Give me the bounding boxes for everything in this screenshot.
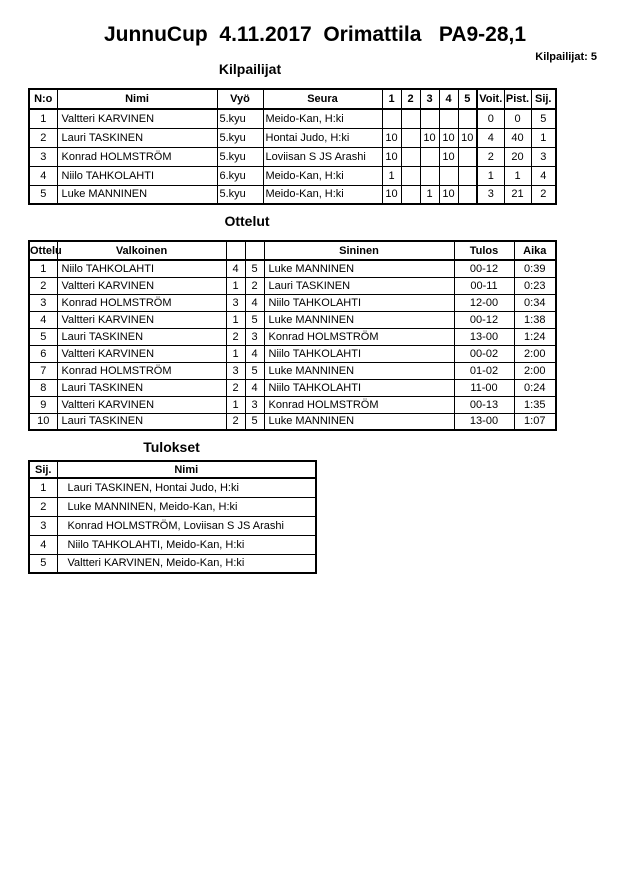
cell-round-1: 10	[382, 128, 401, 147]
cell-tulos: 13-00	[454, 413, 514, 430]
cell-pist: 20	[504, 147, 531, 166]
col-header-nimi: Nimi	[57, 461, 316, 478]
cell-aika: 1:35	[514, 396, 556, 413]
cell-white-number: 1	[226, 396, 245, 413]
cell-sininen: Luke MANNINEN	[264, 260, 454, 277]
cell-tulos: 11-00	[454, 379, 514, 396]
col-header-seura: Seura	[263, 89, 382, 109]
page-title: JunnuCup 4.11.2017 Orimattila PA9-28,1	[103, 23, 527, 46]
cell-nimi: Valtteri KARVINEN	[57, 109, 217, 128]
cell-round-2	[401, 166, 420, 185]
cell-nimi: Luke MANNINEN, Meido-Kan, H:ki	[57, 497, 316, 516]
cell-round-1: 10	[382, 185, 401, 204]
cell-pist: 40	[504, 128, 531, 147]
cell-valkoinen: Lauri TASKINEN	[57, 379, 226, 396]
cell-sij: 2	[531, 185, 556, 204]
cell-blue-number: 5	[245, 413, 264, 430]
cell-valkoinen: Valtteri KARVINEN	[57, 277, 226, 294]
cell-blue-number: 4	[245, 345, 264, 362]
cell-round-5	[458, 185, 477, 204]
cell-blue-number: 2	[245, 277, 264, 294]
cell-round-1: 1	[382, 166, 401, 185]
cell-valkoinen: Lauri TASKINEN	[57, 328, 226, 345]
cell-aika: 0:39	[514, 260, 556, 277]
cell-pist: 21	[504, 185, 531, 204]
col-header-ottelu: Ottelu	[29, 241, 57, 260]
cell-sij: 3	[531, 147, 556, 166]
cell-voit: 4	[477, 128, 504, 147]
cell-round-5	[458, 109, 477, 128]
cell-round-5	[458, 147, 477, 166]
col-header-vyo: Vyö	[217, 89, 263, 109]
cell-sininen: Lauri TASKINEN	[264, 277, 454, 294]
col-header-white-number	[226, 241, 245, 260]
cell-tulos: 00-12	[454, 260, 514, 277]
table-row	[29, 396, 556, 413]
cell-sij: 3	[29, 516, 57, 535]
cell-aika: 1:07	[514, 413, 556, 430]
cell-white-number: 3	[226, 294, 245, 311]
table-row	[29, 128, 556, 147]
cell-blue-number: 4	[245, 294, 264, 311]
cell-blue-number: 3	[245, 396, 264, 413]
table-row	[29, 185, 556, 204]
col-header-round-3: 3	[420, 89, 439, 109]
cell-round-4: 10	[439, 147, 458, 166]
cell-no: 3	[29, 147, 57, 166]
col-header-round-1: 1	[382, 89, 401, 109]
tulokset-section-title: Tulokset	[143, 439, 200, 455]
cell-sij: 4	[531, 166, 556, 185]
cell-valkoinen: Valtteri KARVINEN	[57, 311, 226, 328]
cell-sininen: Luke MANNINEN	[264, 362, 454, 379]
cell-tulos: 01-02	[454, 362, 514, 379]
cell-ottelu: 4	[29, 311, 57, 328]
cell-no: 1	[29, 109, 57, 128]
cell-aika: 0:34	[514, 294, 556, 311]
table-row	[29, 554, 316, 573]
cell-no: 5	[29, 185, 57, 204]
cell-seura: Hontai Judo, H:ki	[263, 128, 382, 147]
table-row	[29, 294, 556, 311]
cell-nimi: Lauri TASKINEN, Hontai Judo, H:ki	[57, 478, 316, 497]
cell-valkoinen: Konrad HOLMSTRÖM	[57, 294, 226, 311]
cell-blue-number: 5	[245, 311, 264, 328]
cell-sininen: Niilo TAHKOLAHTI	[264, 294, 454, 311]
cell-round-2	[401, 128, 420, 147]
col-header-voit: Voit.	[477, 89, 504, 109]
cell-vyo: 5.kyu	[217, 109, 263, 128]
cell-tulos: 00-02	[454, 345, 514, 362]
cell-sij: 1	[29, 478, 57, 497]
competitor-count: Kilpailijat: 5	[535, 51, 597, 63]
cell-round-3	[420, 109, 439, 128]
col-header-aika: Aika	[514, 241, 556, 260]
cell-blue-number: 3	[245, 328, 264, 345]
col-header-no: N:o	[29, 89, 57, 109]
cell-vyo: 5.kyu	[217, 185, 263, 204]
col-header-round-2: 2	[401, 89, 420, 109]
cell-ottelu: 10	[29, 413, 57, 430]
ottelut-section-title: Ottelut	[224, 213, 270, 229]
cell-aika: 1:38	[514, 311, 556, 328]
cell-sininen: Luke MANNINEN	[264, 413, 454, 430]
cell-ottelu: 6	[29, 345, 57, 362]
tulokset-table	[28, 460, 317, 574]
cell-round-4: 10	[439, 185, 458, 204]
cell-no: 2	[29, 128, 57, 147]
cell-sininen: Konrad HOLMSTRÖM	[264, 328, 454, 345]
cell-ottelu: 3	[29, 294, 57, 311]
cell-blue-number: 4	[245, 379, 264, 396]
cell-nimi: Niilo TAHKOLAHTI	[57, 166, 217, 185]
cell-aika: 0:23	[514, 277, 556, 294]
table-row	[29, 379, 556, 396]
cell-voit: 1	[477, 166, 504, 185]
ottelut-header-row	[29, 241, 556, 260]
col-header-sininen: Sininen	[264, 241, 454, 260]
cell-white-number: 4	[226, 260, 245, 277]
cell-vyo: 5.kyu	[217, 128, 263, 147]
cell-tulos: 12-00	[454, 294, 514, 311]
cell-white-number: 1	[226, 277, 245, 294]
table-row	[29, 497, 316, 516]
table-row	[29, 478, 316, 497]
table-row	[29, 311, 556, 328]
cell-round-2	[401, 185, 420, 204]
col-header-pist: Pist.	[504, 89, 531, 109]
cell-round-3: 10	[420, 128, 439, 147]
cell-white-number: 1	[226, 311, 245, 328]
kilpailijat-header-row	[29, 89, 556, 109]
cell-sininen: Konrad HOLMSTRÖM	[264, 396, 454, 413]
cell-aika: 2:00	[514, 345, 556, 362]
col-header-round-5: 5	[458, 89, 477, 109]
cell-round-1	[382, 109, 401, 128]
ottelut-table	[28, 240, 557, 431]
cell-white-number: 2	[226, 328, 245, 345]
cell-nimi: Niilo TAHKOLAHTI, Meido-Kan, H:ki	[57, 535, 316, 554]
cell-nimi: Konrad HOLMSTRÖM	[57, 147, 217, 166]
cell-nimi: Luke MANNINEN	[57, 185, 217, 204]
cell-white-number: 3	[226, 362, 245, 379]
cell-valkoinen: Konrad HOLMSTRÖM	[57, 362, 226, 379]
col-header-sij: Sij.	[29, 461, 57, 478]
table-row	[29, 516, 316, 535]
table-row	[29, 147, 556, 166]
col-header-nimi: Nimi	[57, 89, 217, 109]
table-row	[29, 345, 556, 362]
cell-ottelu: 7	[29, 362, 57, 379]
cell-vyo: 6.kyu	[217, 166, 263, 185]
cell-aika: 0:24	[514, 379, 556, 396]
cell-round-3	[420, 166, 439, 185]
cell-tulos: 00-13	[454, 396, 514, 413]
table-row	[29, 277, 556, 294]
cell-tulos: 00-12	[454, 311, 514, 328]
cell-round-4	[439, 166, 458, 185]
cell-tulos: 13-00	[454, 328, 514, 345]
cell-round-5: 10	[458, 128, 477, 147]
table-row	[29, 413, 556, 430]
cell-nimi: Konrad HOLMSTRÖM, Loviisan S JS Arashi	[57, 516, 316, 535]
cell-white-number: 2	[226, 379, 245, 396]
cell-ottelu: 8	[29, 379, 57, 396]
cell-ottelu: 1	[29, 260, 57, 277]
cell-voit: 0	[477, 109, 504, 128]
cell-seura: Meido-Kan, H:ki	[263, 166, 382, 185]
table-row	[29, 109, 556, 128]
cell-seura: Meido-Kan, H:ki	[263, 109, 382, 128]
cell-ottelu: 2	[29, 277, 57, 294]
cell-round-2	[401, 147, 420, 166]
tulokset-header-row	[29, 461, 316, 478]
cell-sij: 2	[29, 497, 57, 516]
cell-voit: 2	[477, 147, 504, 166]
kilpailijat-table	[28, 88, 557, 205]
cell-pist: 1	[504, 166, 531, 185]
cell-no: 4	[29, 166, 57, 185]
cell-sij: 5	[29, 554, 57, 573]
table-row	[29, 166, 556, 185]
cell-sij: 4	[29, 535, 57, 554]
cell-round-3: 1	[420, 185, 439, 204]
cell-ottelu: 9	[29, 396, 57, 413]
table-row	[29, 362, 556, 379]
kilpailijat-section-title: Kilpailijat	[218, 61, 282, 77]
cell-seura: Meido-Kan, H:ki	[263, 185, 382, 204]
cell-valkoinen: Lauri TASKINEN	[57, 413, 226, 430]
cell-white-number: 1	[226, 345, 245, 362]
cell-blue-number: 5	[245, 260, 264, 277]
cell-round-4: 10	[439, 128, 458, 147]
cell-vyo: 5.kyu	[217, 147, 263, 166]
col-header-valkoinen: Valkoinen	[57, 241, 226, 260]
col-header-blue-number	[245, 241, 264, 260]
cell-sij: 5	[531, 109, 556, 128]
table-row	[29, 328, 556, 345]
cell-valkoinen: Valtteri KARVINEN	[57, 396, 226, 413]
cell-aika: 2:00	[514, 362, 556, 379]
col-header-round-4: 4	[439, 89, 458, 109]
cell-valkoinen: Valtteri KARVINEN	[57, 345, 226, 362]
table-row	[29, 260, 556, 277]
cell-round-5	[458, 166, 477, 185]
col-header-tulos: Tulos	[454, 241, 514, 260]
table-row	[29, 535, 316, 554]
cell-round-2	[401, 109, 420, 128]
cell-tulos: 00-11	[454, 277, 514, 294]
cell-nimi: Lauri TASKINEN	[57, 128, 217, 147]
col-header-sij: Sij.	[531, 89, 556, 109]
cell-nimi: Valtteri KARVINEN, Meido-Kan, H:ki	[57, 554, 316, 573]
cell-round-1: 10	[382, 147, 401, 166]
cell-round-4	[439, 109, 458, 128]
cell-sininen: Niilo TAHKOLAHTI	[264, 379, 454, 396]
cell-sininen: Luke MANNINEN	[264, 311, 454, 328]
cell-valkoinen: Niilo TAHKOLAHTI	[57, 260, 226, 277]
cell-blue-number: 5	[245, 362, 264, 379]
cell-round-3	[420, 147, 439, 166]
cell-seura: Loviisan S JS Arashi	[263, 147, 382, 166]
cell-sij: 1	[531, 128, 556, 147]
cell-ottelu: 5	[29, 328, 57, 345]
cell-sininen: Niilo TAHKOLAHTI	[264, 345, 454, 362]
cell-aika: 1:24	[514, 328, 556, 345]
cell-white-number: 2	[226, 413, 245, 430]
cell-pist: 0	[504, 109, 531, 128]
cell-voit: 3	[477, 185, 504, 204]
